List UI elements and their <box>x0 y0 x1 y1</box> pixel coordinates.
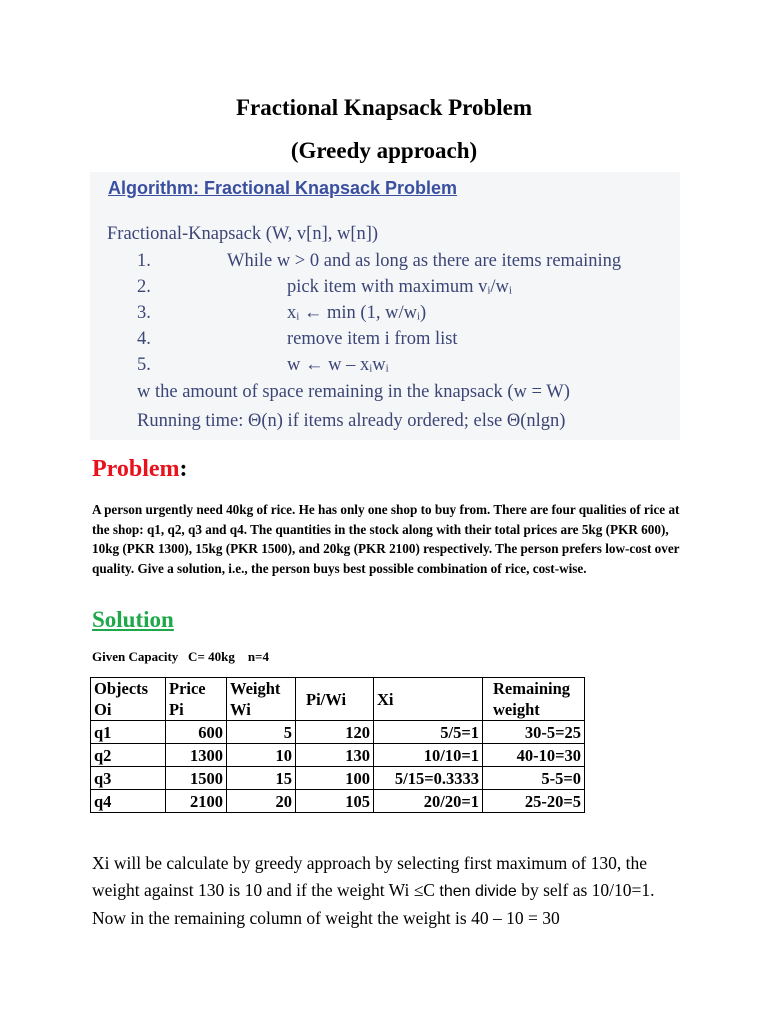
cell-remaining: 5-5=0 <box>483 767 585 790</box>
cell-price: 2100 <box>166 790 227 813</box>
cell-price: 1300 <box>166 744 227 767</box>
cell-xi: 10/10=1 <box>374 744 483 767</box>
column-header: Xi <box>374 678 483 721</box>
step-number: 3. <box>137 303 151 323</box>
explanation-paragraph: Xi will be calculate by greedy approach by selecting first maximum of 130, the weight against 130 is 10 and if the weight Wi ≤C then divide by self as 10/10=1. Now in the remaining column of weight the weight is 40 – 10 = 30 <box>92 853 655 928</box>
solution-heading: Solution <box>92 607 174 632</box>
algorithm-heading: Algorithm: Fractional Knapsack Problem <box>108 178 458 198</box>
page-subtitle: (Greedy approach) <box>290 138 478 163</box>
cell-price: 1500 <box>166 767 227 790</box>
column-header: Pi/Wi <box>296 678 374 721</box>
step-number: 4. <box>137 329 151 349</box>
step-text: pick item with maximum vᵢ/wᵢ <box>287 277 512 297</box>
cell-price: 600 <box>166 721 227 744</box>
column-header: Weight Wi <box>227 678 296 721</box>
step-number: 1. <box>137 251 151 271</box>
step-text: While w > 0 and as long as there are items remaining <box>227 251 622 271</box>
page-title: Fractional Knapsack Problem <box>235 95 532 120</box>
table-row <box>91 744 585 767</box>
cell-weight: 15 <box>227 767 296 790</box>
cell-ratio: 130 <box>296 744 374 767</box>
cell-object: q4 <box>91 790 166 813</box>
cell-ratio: 120 <box>296 721 374 744</box>
cell-ratio: 105 <box>296 790 374 813</box>
given-capacity: Given Capacity C= 40kg n=4 <box>92 649 269 664</box>
table-row <box>91 721 585 744</box>
step-number: 2. <box>137 277 151 297</box>
table-row <box>91 767 585 790</box>
algorithm-box <box>90 172 680 440</box>
cell-xi: 20/20=1 <box>374 790 483 813</box>
running-time-note: Running time: Θ(n) if items already ordered; else Θ(nlgn) <box>137 411 566 431</box>
algorithm-signature: Fractional-Knapsack (W, v[n], w[n]) <box>107 224 379 244</box>
cell-xi: 5/5=1 <box>374 721 483 744</box>
column-header: Objects Oi <box>91 678 166 721</box>
cell-object: q2 <box>91 744 166 767</box>
cell-weight: 5 <box>227 721 296 744</box>
step-text: xᵢ ← min (1, w/wᵢ) <box>287 303 427 323</box>
cell-object: q1 <box>91 721 166 744</box>
algorithm-note: w the amount of space remaining in the knapsack (w = W) <box>137 382 570 402</box>
step-text: remove item i from list <box>287 329 458 349</box>
cell-remaining: 25-20=5 <box>483 790 585 813</box>
cell-weight: 10 <box>227 744 296 767</box>
cell-weight: 20 <box>227 790 296 813</box>
cell-object: q3 <box>91 767 166 790</box>
problem-heading: Problem: <box>92 456 188 482</box>
cell-remaining: 40-10=30 <box>483 744 585 767</box>
problem-statement: A person urgently need 40kg of rice. He has only one shop to buy from. There are four qualities of rice at the shop: q1, q2, q3 and q4. The quantities in the stock along with their total prices are 5kg (PKR 600), 10kg (PKR 1300), 15kg (PKR 1500), and 20kg (PKR 2100) respectively. The person prefers low-cost over quality. Give a solution, i.e., the person buys best possible combination of rice, cost-wise. <box>92 502 680 576</box>
table-header-row <box>91 678 585 721</box>
cell-remaining: 30-5=25 <box>483 721 585 744</box>
cell-xi: 5/15=0.3333 <box>374 767 483 790</box>
column-header: Remaining weight <box>483 678 585 721</box>
step-number: 5. <box>137 355 151 375</box>
column-header: Price Pi <box>166 678 227 721</box>
cell-ratio: 100 <box>296 767 374 790</box>
step-text: w ← w – xᵢwᵢ <box>287 355 389 375</box>
table-row <box>91 790 585 813</box>
knapsack-table <box>90 677 585 813</box>
